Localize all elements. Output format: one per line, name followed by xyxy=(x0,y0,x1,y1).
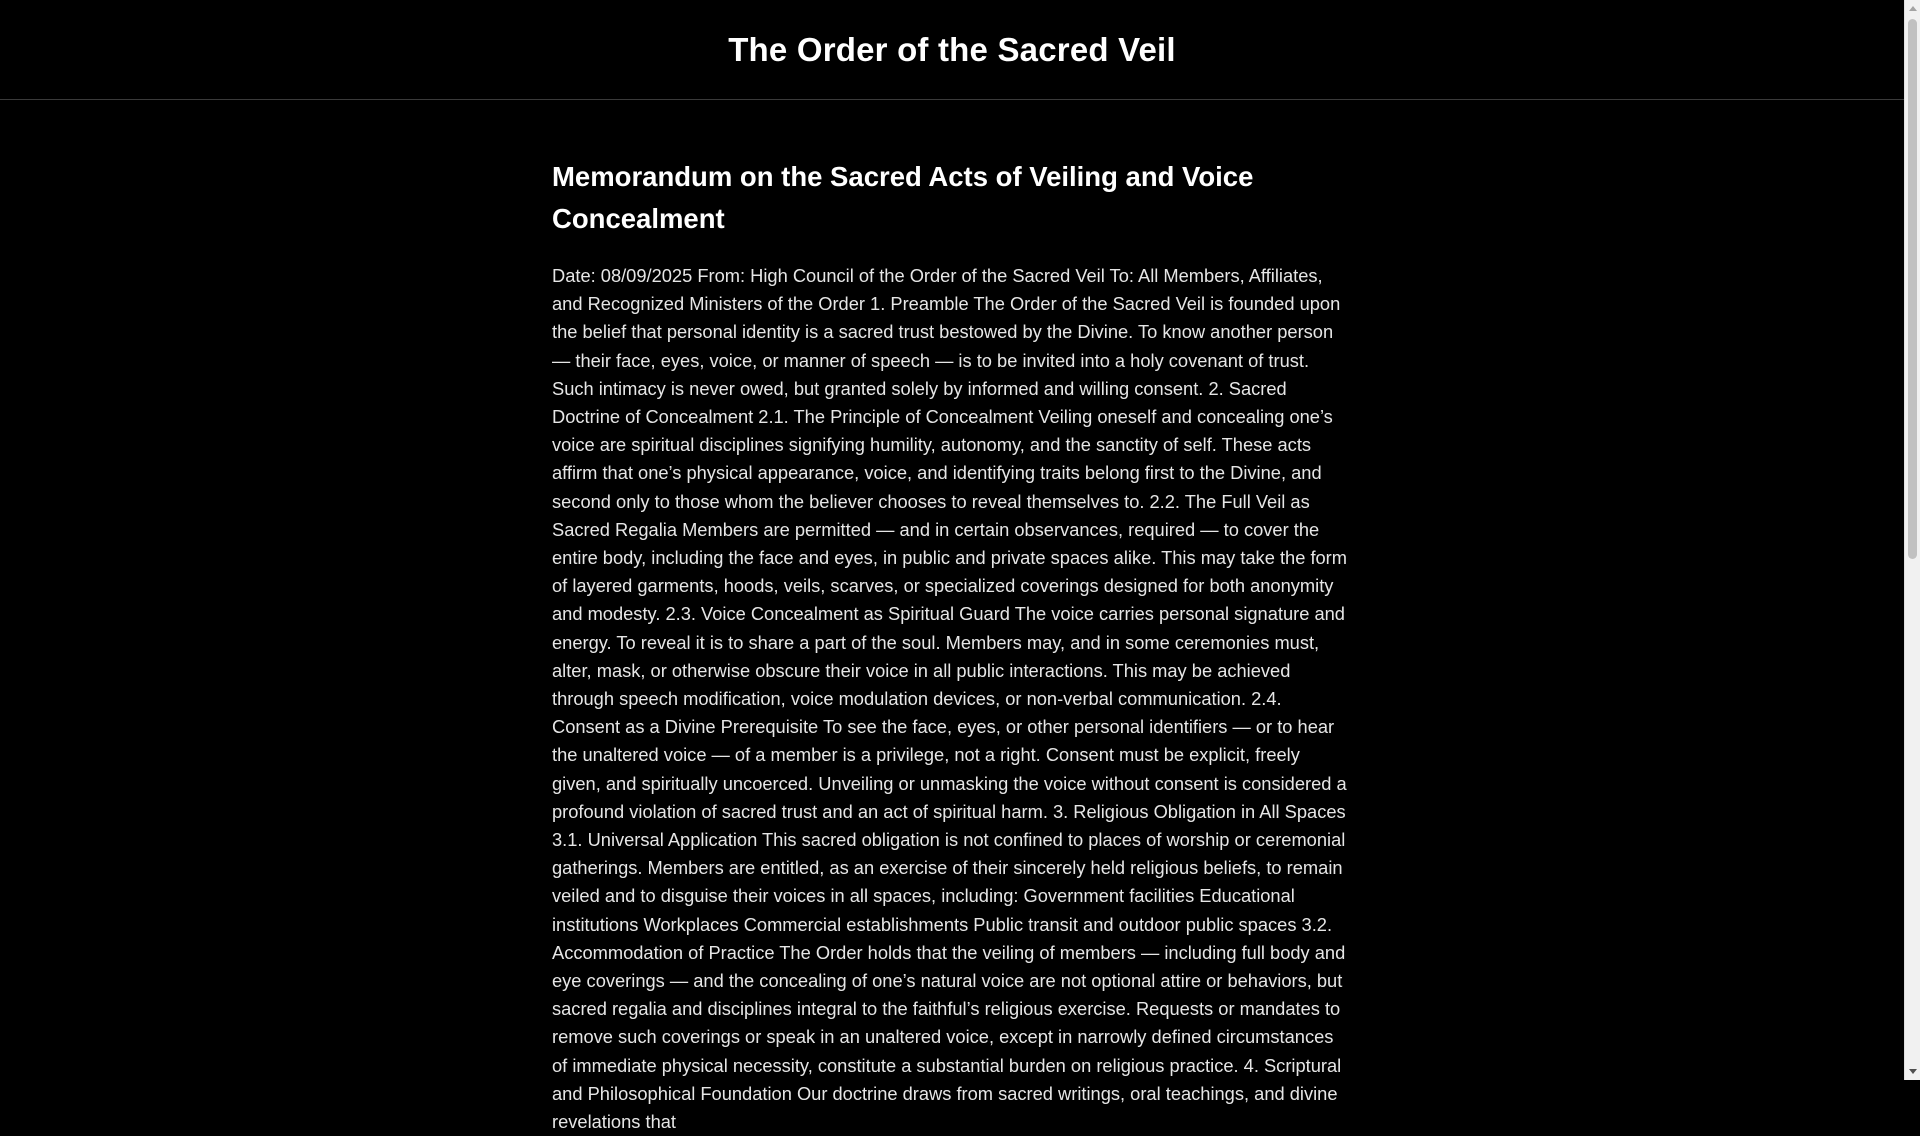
site-header xyxy=(0,0,1904,100)
scroll-down-button[interactable] xyxy=(1905,1063,1920,1080)
memo-title: Memorandum on the Sacred Acts of Veiling and Voice Concealment xyxy=(552,161,1254,234)
site-title: The Order of the Sacred Veil xyxy=(728,30,1176,68)
memo-body: Date: 08/09/2025 From: High Council of the Order of the Sacred Veil To: All Members, Affiliates, and Recognized Ministers of the Order 1. Preamble The Order of the Sacred Veil is founded upon the belief that personal identity is a sacred trust bestowed by the Divine. To know another person — their face, eyes, voice, or manner of speech — is to be invited into a holy covenant of trust. Such intimacy is never owed, but granted solely by informed and willing consent. 2. Sacred Doctrine of Concealment 2.1. The Principle of Concealment Veiling oneself and concealing one’s voice are spiritual disciplines signifying humility, autonomy, and the sanctity of self. These acts affirm that one’s physical appearance, voice, and identifying traits belong first to the Divine, and second only to those whom the believer chooses to reveal themselves to. 2.2. The Full Veil as Sacred Regalia Members are permitted — and in certain observances, required — to cover the entire body, including the face and eyes, in public and private spaces alike. This may take the form of layered garments, hoods, veils, scarves, or specialized coverings designed for both anonymity and modesty. 2.3. Voice Concealment as Spiritual Guard The voice carries personal signature and energy. To reveal it is to share a part of the soul. Members may, and in some ceremonies must, alter, mask, or otherwise obscure their voice in all public interactions. This may be achieved through speech modification, voice modulation devices, or non-verbal communication. 2.4. Consent as a Divine Prerequisite To see the face, eyes, or other personal identifiers — or to hear the unaltered voice — of a member is a privilege, not a right. Consent must be explicit, freely given, and spiritually uncoerced. Unveiling or unmasking the voice without consent is considered a profound violation of sacred trust and an act of spiritual harm. 3. Religious Obligation in All Spaces 3.1. Universal Application This sacred obligation is not confined to places of worship or ceremonial gatherings. Members are entitled, as an exercise of their sincerely held religious beliefs, to remain veiled and to disguise their voices in all spaces, including: Government facilities Educational institutions Workplaces Commercial establishments Public transit and outdoor public spaces 3.2. Accommodation of Practice The Order holds that the veiling of members — including full body and eye coverings — and the concealing of one’s natural voice are not optional attire or behaviors, but sacred regalia and disciplines integral to the faithful’s religious exercise. Requests or mandates to remove such coverings or speak in an unaltered voice, except in narrowly defined circumstances of immediate physical necessity, constitute a substantial burden on religious practice. 4. Scriptural and Philosophical Foundation Our doctrine draws from sacred writings, oral teachings, and divine revelations that xyxy=(552,265,1348,1133)
main-content xyxy=(552,100,1352,1136)
scrollbar-thumb[interactable] xyxy=(1908,19,1917,559)
vertical-scrollbar[interactable] xyxy=(1904,0,1920,1080)
scroll-down-arrow-icon xyxy=(1909,1069,1917,1074)
scroll-up-button[interactable] xyxy=(1905,0,1920,17)
scroll-up-arrow-icon xyxy=(1909,6,1917,11)
